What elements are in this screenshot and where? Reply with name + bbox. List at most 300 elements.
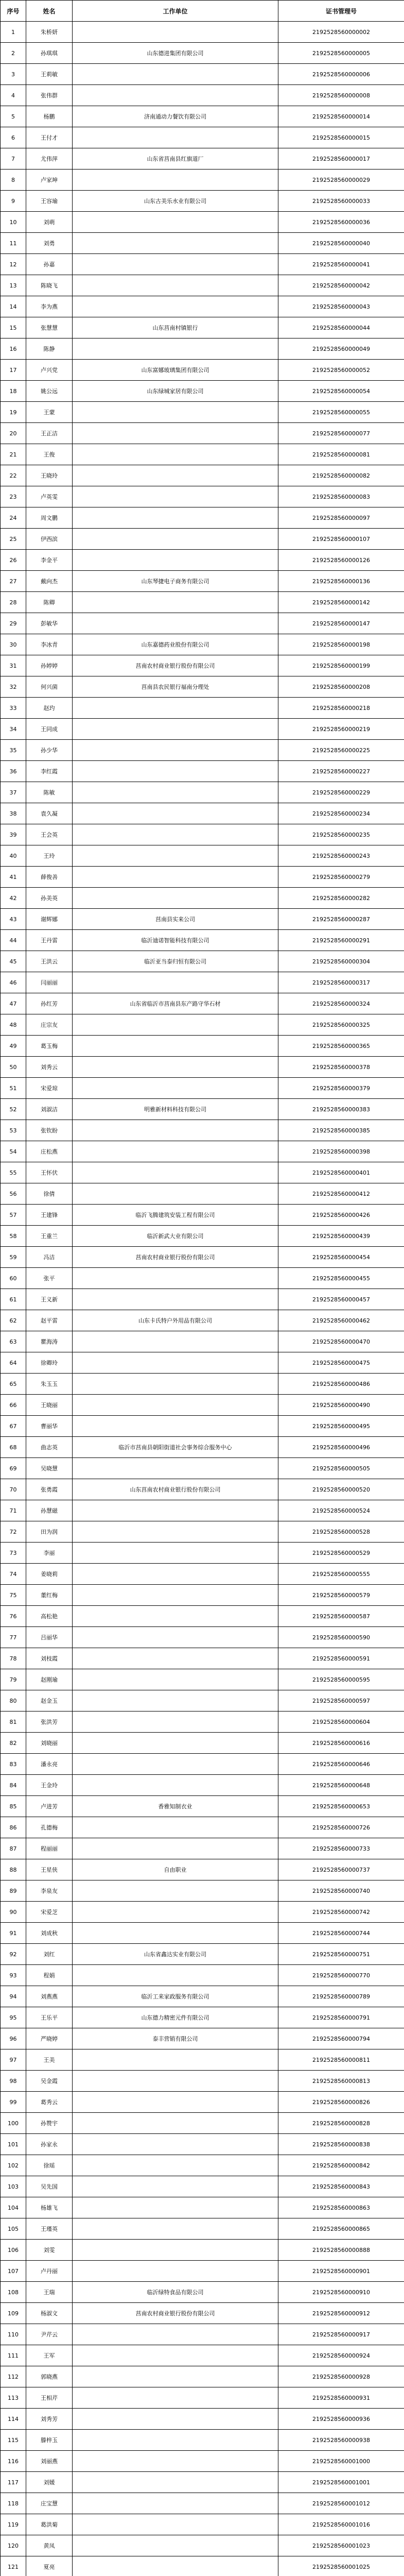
certificate-number: 2192528560001016 (278, 2514, 404, 2535)
row-index: 96 (1, 2028, 26, 2049)
row-index: 73 (1, 1543, 26, 1564)
row-index: 44 (1, 930, 26, 951)
row-index: 53 (1, 1120, 26, 1141)
person-name: 王容瑜 (26, 191, 73, 212)
row-index: 74 (1, 1564, 26, 1585)
table-row (1, 191, 404, 212)
employer (73, 2472, 278, 2493)
table-row (1, 2134, 404, 2155)
table-row (1, 1078, 404, 1099)
certificate-number: 2192528560000126 (278, 550, 404, 571)
row-index: 4 (1, 85, 26, 106)
person-name: 王正洁 (26, 423, 73, 444)
row-index: 42 (1, 888, 26, 909)
row-index: 95 (1, 2007, 26, 2028)
row-index: 2 (1, 43, 26, 64)
person-name: 严晓婷 (26, 2028, 73, 2049)
table-row (1, 2556, 404, 2576)
table-row (1, 2261, 404, 2282)
certificate-number: 2192528560000910 (278, 2282, 404, 2303)
person-name: 杨淑文 (26, 2303, 73, 2324)
employer (73, 2514, 278, 2535)
employer (73, 761, 278, 782)
certificate-number: 2192528560000742 (278, 1902, 404, 1923)
employer: 山东省莒南县红旗道厂 (73, 148, 278, 170)
person-name: 程丽丽 (26, 1838, 73, 1859)
employer: 香雅知制衣业 (73, 1796, 278, 1817)
row-index: 6 (1, 127, 26, 148)
person-name: 卢家坤 (26, 170, 73, 191)
certificate-number: 2192528560000744 (278, 1923, 404, 1944)
table-row (1, 1859, 404, 1880)
table-row (1, 2218, 404, 2240)
person-name: 何兴菌 (26, 676, 73, 698)
certificate-number: 2192528560000014 (278, 106, 404, 127)
row-index: 114 (1, 2409, 26, 2430)
certificate-number: 2192528560000043 (278, 296, 404, 317)
table-row (1, 1120, 404, 1141)
table-row (1, 740, 404, 761)
certificate-number: 2192528560000439 (278, 1226, 404, 1247)
row-index: 106 (1, 2240, 26, 2261)
row-index: 18 (1, 381, 26, 402)
person-name: 刘萌 (26, 212, 73, 233)
certificate-number: 2192528560000529 (278, 1543, 404, 1564)
person-name: 徐倩 (26, 1183, 73, 1205)
employer (73, 867, 278, 888)
person-name: 李冰青 (26, 634, 73, 655)
row-index: 81 (1, 1711, 26, 1733)
table-row (1, 2387, 404, 2409)
certificate-number: 2192528560000616 (278, 1733, 404, 1754)
certificate-number: 2192528560000052 (278, 360, 404, 381)
employer (73, 740, 278, 761)
person-name: 周文鹏 (26, 507, 73, 529)
row-index: 15 (1, 317, 26, 338)
person-name: 王义新 (26, 1289, 73, 1310)
table-row (1, 2176, 404, 2197)
certificate-number: 2192528560000928 (278, 2366, 404, 2387)
row-index: 63 (1, 1331, 26, 1352)
person-name: 伊西滨 (26, 529, 73, 550)
certificate-number: 2192528560000378 (278, 1057, 404, 1078)
row-index: 30 (1, 634, 26, 655)
person-name: 杨鹏 (26, 106, 73, 127)
table-row (1, 2324, 404, 2345)
certificate-number: 2192528560000726 (278, 1817, 404, 1838)
person-name: 王莉敏 (26, 64, 73, 85)
certificate-number: 2192528560000528 (278, 1521, 404, 1543)
row-index: 37 (1, 782, 26, 803)
table-row (1, 1669, 404, 1690)
certificate-number: 2192528560000646 (278, 1754, 404, 1775)
table-row (1, 1838, 404, 1859)
employer (73, 698, 278, 719)
table-row (1, 529, 404, 550)
person-name: 李丽 (26, 1543, 73, 1564)
person-name: 彭敏华 (26, 613, 73, 634)
row-index: 88 (1, 1859, 26, 1880)
employer: 莒南农村商业银行股份有限公司 (73, 2303, 278, 2324)
certificate-number: 2192528560000044 (278, 317, 404, 338)
row-index: 121 (1, 2556, 26, 2576)
table-row (1, 676, 404, 698)
person-name: 李泉友 (26, 1880, 73, 1902)
certificate-number: 2192528560000579 (278, 1585, 404, 1606)
row-index: 19 (1, 402, 26, 423)
certificate-number: 2192528560000924 (278, 2345, 404, 2366)
person-name: 戴向杰 (26, 571, 73, 592)
certificate-number: 2192528560000082 (278, 465, 404, 486)
employer: 莒南农村商业银行股份有限公司 (73, 1247, 278, 1268)
employer: 山东古美乐水业有限公司 (73, 191, 278, 212)
person-name: 孙美英 (26, 888, 73, 909)
row-index: 103 (1, 2176, 26, 2197)
employer: 山东莒南村镇银行 (73, 317, 278, 338)
row-index: 32 (1, 676, 26, 698)
person-name: 赵刚瑜 (26, 1669, 73, 1690)
certificate-number: 2192528560000936 (278, 2409, 404, 2430)
certificate-number: 2192528560000597 (278, 1690, 404, 1711)
person-name: 张伟群 (26, 85, 73, 106)
table-row (1, 824, 404, 845)
employer: 自由职业 (73, 1859, 278, 1880)
employer (73, 170, 278, 191)
row-index: 76 (1, 1606, 26, 1627)
table-row (1, 2451, 404, 2472)
table-row (1, 1395, 404, 1416)
certificate-number: 2192528560000077 (278, 423, 404, 444)
person-name: 刘丽燕 (26, 2451, 73, 2472)
employer (73, 233, 278, 254)
certificate-number: 2192528560000648 (278, 1775, 404, 1796)
person-name: 王俊 (26, 444, 73, 465)
table-row (1, 1141, 404, 1162)
row-index: 92 (1, 1944, 26, 1965)
employer: 山东德进集团有限公司 (73, 43, 278, 64)
table-row (1, 1036, 404, 1057)
employer (73, 2071, 278, 2092)
row-index: 35 (1, 740, 26, 761)
table-row (1, 2472, 404, 2493)
table-row (1, 1310, 404, 1331)
certificate-number: 2192528560000006 (278, 64, 404, 85)
person-name: 王洪云 (26, 951, 73, 972)
person-name: 陈敏 (26, 782, 73, 803)
person-name: 夏亮 (26, 2556, 73, 2576)
table-row (1, 127, 404, 148)
employer (73, 2261, 278, 2282)
person-name: 张平 (26, 1268, 73, 1289)
employer: 莒南农村商业银行股份有限公司 (73, 655, 278, 676)
table-row (1, 1564, 404, 1585)
person-name: 王乐平 (26, 2007, 73, 2028)
table-row (1, 1690, 404, 1711)
employer: 莒南县农民银行福南分理处 (73, 676, 278, 698)
certificate-number: 2192528560000462 (278, 1310, 404, 1331)
row-index: 80 (1, 1690, 26, 1711)
certificate-number: 2192528560000234 (278, 803, 404, 824)
row-index: 41 (1, 867, 26, 888)
row-index: 9 (1, 191, 26, 212)
table-row (1, 888, 404, 909)
employer (73, 2556, 278, 2576)
row-index: 119 (1, 2514, 26, 2535)
certificate-number: 2192528560000811 (278, 2049, 404, 2071)
row-index: 60 (1, 1268, 26, 1289)
row-index: 86 (1, 1817, 26, 1838)
certificate-number: 2192528560000794 (278, 2028, 404, 2049)
row-index: 111 (1, 2345, 26, 2366)
certificate-number: 2192528560000287 (278, 909, 404, 930)
employer (73, 1374, 278, 1395)
certificate-number: 2192528560000049 (278, 338, 404, 360)
table-row (1, 993, 404, 1014)
table-row (1, 2535, 404, 2556)
person-name: 赵金玉 (26, 1690, 73, 1711)
employer (73, 1183, 278, 1205)
row-index: 12 (1, 254, 26, 275)
certificate-number: 2192528560000454 (278, 1247, 404, 1268)
table-row (1, 1352, 404, 1374)
row-index: 5 (1, 106, 26, 127)
person-name: 孙嘉 (26, 254, 73, 275)
certificate-number: 2192528560000136 (278, 571, 404, 592)
certificate-number: 2192528560000325 (278, 1014, 404, 1036)
employer (73, 1564, 278, 1585)
certificate-number: 2192528560000426 (278, 1205, 404, 1226)
employer (73, 1395, 278, 1416)
certificate-number: 2192528560000097 (278, 507, 404, 529)
certificate-number: 2192528560000081 (278, 444, 404, 465)
employer (73, 2176, 278, 2197)
table-row (1, 2155, 404, 2176)
employer (73, 719, 278, 740)
person-name: 王晓丽 (26, 1395, 73, 1416)
table-row (1, 465, 404, 486)
person-name: 卢丹丽 (26, 2261, 73, 2282)
person-name: 陈静 (26, 338, 73, 360)
table-row (1, 1733, 404, 1754)
row-index: 26 (1, 550, 26, 571)
person-name: 刘红 (26, 1944, 73, 1965)
table-row (1, 1057, 404, 1078)
table-row (1, 1416, 404, 1437)
person-name: 王星侠 (26, 1859, 73, 1880)
certificate-number: 2192528560000005 (278, 43, 404, 64)
row-index: 102 (1, 2155, 26, 2176)
employer (73, 1606, 278, 1627)
employer (73, 275, 278, 296)
table-row (1, 64, 404, 85)
certificate-number: 2192528560000590 (278, 1627, 404, 1648)
employer (73, 845, 278, 867)
person-name: 王瑞 (26, 2282, 73, 2303)
person-name: 卢兴党 (26, 360, 73, 381)
row-index: 94 (1, 1986, 26, 2007)
row-index: 110 (1, 2324, 26, 2345)
person-name: 卢英雯 (26, 486, 73, 507)
certificate-number: 2192528560000791 (278, 2007, 404, 2028)
row-index: 58 (1, 1226, 26, 1247)
row-index: 10 (1, 212, 26, 233)
employer (73, 782, 278, 803)
certificate-number: 2192528560000225 (278, 740, 404, 761)
row-index: 28 (1, 592, 26, 613)
employer (73, 254, 278, 275)
table-row (1, 1923, 404, 1944)
certificate-number: 2192528560000843 (278, 2176, 404, 2197)
table-row (1, 1437, 404, 1458)
certificate-number: 2192528560000083 (278, 486, 404, 507)
row-index: 101 (1, 2134, 26, 2155)
employer (73, 1669, 278, 1690)
table-row (1, 1711, 404, 1733)
certificate-number: 2192528560000653 (278, 1796, 404, 1817)
employer: 明雅新材料科技有限公司 (73, 1099, 278, 1120)
row-index: 56 (1, 1183, 26, 1205)
row-index: 84 (1, 1775, 26, 1796)
table-row (1, 2514, 404, 2535)
row-index: 113 (1, 2387, 26, 2409)
row-index: 16 (1, 338, 26, 360)
certificate-number: 2192528560000235 (278, 824, 404, 845)
employer (73, 127, 278, 148)
certificate-number: 2192528560000490 (278, 1395, 404, 1416)
row-index: 105 (1, 2218, 26, 2240)
table-row (1, 1944, 404, 1965)
employer (73, 1543, 278, 1564)
person-name: 孙慧磁 (26, 1500, 73, 1521)
table-row (1, 1648, 404, 1669)
row-index: 27 (1, 571, 26, 592)
certificate-number: 2192528560000227 (278, 761, 404, 782)
row-index: 20 (1, 423, 26, 444)
employer (73, 1521, 278, 1543)
header-certificate-number: 证书管理号 (278, 1, 404, 22)
table-row (1, 43, 404, 64)
employer (73, 2092, 278, 2113)
certificate-number: 2192528560000496 (278, 1437, 404, 1458)
employer: 山东绿城家居有限公司 (73, 381, 278, 402)
person-name: 黄凤 (26, 2535, 73, 2556)
table-row (1, 1627, 404, 1648)
person-name: 徐瑶 (26, 2155, 73, 2176)
employer (73, 1585, 278, 1606)
person-name: 董红梅 (26, 1585, 73, 1606)
certificate-number: 2192528560001001 (278, 2472, 404, 2493)
row-index: 62 (1, 1310, 26, 1331)
employer (73, 1416, 278, 1437)
row-index: 11 (1, 233, 26, 254)
row-index: 46 (1, 972, 26, 993)
person-name: 谢辉娜 (26, 909, 73, 930)
employer (73, 2345, 278, 2366)
employer: 山东莒南农村商业银行股份有限公司 (73, 1479, 278, 1500)
employer: 山东省鑫达实业有限公司 (73, 1944, 278, 1965)
person-name: 王建锋 (26, 1205, 73, 1226)
table-row (1, 2049, 404, 2071)
employer: 济南通动力餐饮有限公司 (73, 106, 278, 127)
person-name: 王瑾英 (26, 2218, 73, 2240)
row-index: 40 (1, 845, 26, 867)
table-row (1, 1247, 404, 1268)
person-name: 刘成秋 (26, 1923, 73, 1944)
certificate-number: 2192528560000524 (278, 1500, 404, 1521)
employer (73, 507, 278, 529)
header-index: 序号 (1, 1, 26, 22)
table-row (1, 2028, 404, 2049)
row-index: 48 (1, 1014, 26, 1036)
table-row (1, 212, 404, 233)
person-name: 孙赞宇 (26, 2113, 73, 2134)
table-row (1, 233, 404, 254)
person-name: 孙红芳 (26, 993, 73, 1014)
table-row (1, 698, 404, 719)
employer (73, 1162, 278, 1183)
certificate-number: 2192528560000042 (278, 275, 404, 296)
certificate-number: 2192528560000107 (278, 529, 404, 550)
row-index: 70 (1, 1479, 26, 1500)
table-row (1, 571, 404, 592)
row-index: 71 (1, 1500, 26, 1521)
person-name: 滕梓玉 (26, 2430, 73, 2451)
person-name: 朱玉玉 (26, 1374, 73, 1395)
certificate-number: 2192528560000486 (278, 1374, 404, 1395)
person-name: 孙少华 (26, 740, 73, 761)
employer (73, 22, 278, 43)
person-name: 王玲 (26, 845, 73, 867)
certificate-number: 2192528560000029 (278, 170, 404, 191)
certificate-number: 2192528560000737 (278, 1859, 404, 1880)
person-name: 刘雯 (26, 2240, 73, 2261)
certificate-number: 2192528560000365 (278, 1036, 404, 1057)
employer (73, 1733, 278, 1754)
table-row (1, 1965, 404, 1986)
person-name: 李为燕 (26, 296, 73, 317)
employer (73, 2451, 278, 2472)
table-row (1, 550, 404, 571)
employer (73, 1965, 278, 1986)
person-name: 王会英 (26, 824, 73, 845)
employer (73, 1775, 278, 1796)
employer (73, 529, 278, 550)
table-row (1, 170, 404, 191)
person-name: 程娟 (26, 1965, 73, 1986)
table-row (1, 845, 404, 867)
person-name: 高松艳 (26, 1606, 73, 1627)
table-row (1, 782, 404, 803)
person-name: 庄松燕 (26, 1141, 73, 1162)
row-index: 120 (1, 2535, 26, 2556)
employer (73, 2240, 278, 2261)
employer (73, 1141, 278, 1162)
table-row (1, 2007, 404, 2028)
employer (73, 1754, 278, 1775)
certificate-number: 2192528560000317 (278, 972, 404, 993)
person-name: 宋爱琼 (26, 1078, 73, 1099)
certificate-number: 2192528560001012 (278, 2493, 404, 2514)
table-row (1, 803, 404, 824)
employer (73, 1078, 278, 1099)
row-index: 89 (1, 1880, 26, 1902)
person-name: 王相芹 (26, 2387, 73, 2409)
person-name: 吕丽华 (26, 1627, 73, 1648)
employer: 山东省临沂市莒南县东产路守华石材 (73, 993, 278, 1014)
table-row (1, 360, 404, 381)
table-row (1, 613, 404, 634)
person-name: 冯洁 (26, 1247, 73, 1268)
